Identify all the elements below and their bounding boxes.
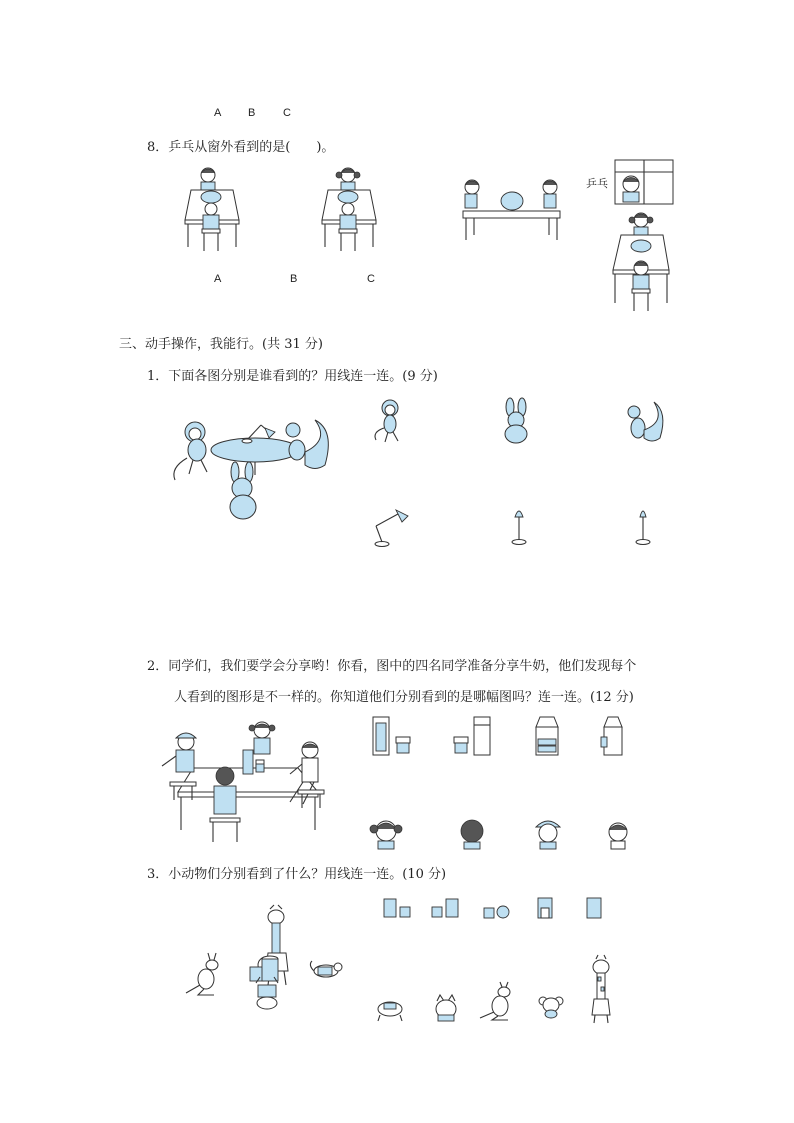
q2-scene-picture xyxy=(158,720,333,845)
q3-scene-picture xyxy=(182,905,352,1010)
q3-option-dog-picture xyxy=(538,993,564,1019)
q3-option-giraffe-picture xyxy=(586,955,616,1025)
q8-option-b-picture xyxy=(320,165,380,255)
section3-heading: 三、动手操作，我能行。(共 31 分) xyxy=(119,337,323,352)
top-option-a: A xyxy=(214,107,222,119)
q1-option-rabbit-picture xyxy=(498,398,534,444)
q3-option-mouse-picture xyxy=(372,993,408,1023)
q1-scene-picture xyxy=(165,410,335,522)
q8-option-a-picture xyxy=(183,165,243,255)
q1-option-monkey-picture xyxy=(368,398,410,443)
q1-option-lamp-side-picture xyxy=(372,508,412,548)
q2-cap-boy-head-picture xyxy=(530,815,566,851)
q3-view-option-2-picture xyxy=(430,897,462,919)
q1-option-squirrel-picture xyxy=(624,398,666,443)
q3-view-option-5-picture xyxy=(585,896,603,920)
q8-question: 8．乒乓从窗外看到的是( )。 xyxy=(147,140,335,155)
q8-option-c-picture xyxy=(460,175,565,245)
q2-side-boy-head-picture xyxy=(602,818,634,852)
q1-option-lamp-front-picture xyxy=(508,505,530,547)
q2-boy-back-head-picture xyxy=(454,815,490,851)
q2-girl-head-picture xyxy=(368,815,404,851)
q2-question-line2: 人看到的图形是不一样的。你知道他们分别看到的是哪幅图吗？连一连。(12 分) xyxy=(174,690,634,705)
q2-view-option-4-picture xyxy=(598,715,628,757)
q3-question: 3．小动物们分别看到了什么？用线连一连。(10 分) xyxy=(147,867,447,882)
top-option-b: B xyxy=(248,107,256,119)
q3-option-bear-picture xyxy=(432,993,460,1023)
q2-view-option-3-picture xyxy=(532,715,562,757)
q2-view-option-1-picture xyxy=(370,715,415,757)
q1-question: 1．下面各图分别是谁看到的？用线连一连。(9 分) xyxy=(147,369,438,384)
q3-view-option-1-picture xyxy=(382,897,412,919)
q1-option-lamp-back-picture xyxy=(632,505,654,547)
q2-view-option-2-picture xyxy=(450,715,495,757)
q8-option-b-label: B xyxy=(290,273,298,285)
q8-window-scene-picture xyxy=(605,158,680,313)
q2-question-line1: 2．同学们，我们要学会分享哟！你看，图中的四名同学准备分享牛奶，他们发现每个 xyxy=(147,659,637,674)
q3-view-option-4-picture xyxy=(536,896,554,920)
q3-option-kangaroo-picture xyxy=(476,982,520,1022)
window-label: 乒乓 xyxy=(586,177,608,190)
q8-option-a-label: A xyxy=(214,273,222,285)
top-option-c: C xyxy=(283,107,291,119)
q8-option-c-label: C xyxy=(367,273,375,285)
q3-view-option-3-picture xyxy=(482,900,512,920)
